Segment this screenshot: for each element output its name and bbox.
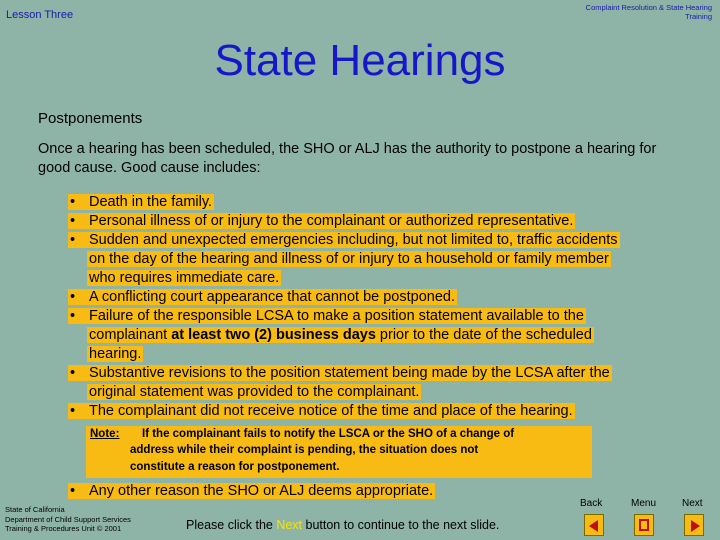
next-label: Next xyxy=(682,498,703,509)
next-keyword: Next xyxy=(276,518,303,532)
bullet-item xyxy=(68,364,612,402)
bullet-item xyxy=(68,231,620,288)
bullet-glyph: • xyxy=(70,365,76,381)
footer-org-line: State of California xyxy=(5,505,65,514)
bullet-item xyxy=(68,288,457,307)
bullet-item xyxy=(68,307,594,364)
note-line: If the complainant fails to notify the LSCA or the SHO of a change of xyxy=(142,428,515,440)
bullet-text-continued: original statement was provided to the complainant. xyxy=(89,384,420,400)
bullet-item xyxy=(68,193,214,212)
back-button[interactable] xyxy=(584,514,604,536)
back-label: Back xyxy=(580,498,603,509)
bullet-text: Substantive revisions to the position statement being made by the LCSA after the xyxy=(89,365,610,381)
bullet-item xyxy=(68,212,575,231)
note-label: Note: xyxy=(90,428,120,440)
bullet-item xyxy=(68,402,575,421)
bullet-glyph: • xyxy=(70,232,76,248)
note-line: constitute a reason for postponement. xyxy=(130,461,340,473)
bullet-glyph: • xyxy=(70,403,76,419)
bullet-text: Death in the family. xyxy=(89,194,213,210)
lesson-label: Lesson Three xyxy=(6,9,74,21)
bullet-text: Personal illness of or injury to the complainant or authorized representative. xyxy=(89,213,574,229)
bullet-glyph: • xyxy=(70,483,76,499)
course-title: Complaint Resolution & State Hearing Training xyxy=(585,3,712,21)
bullet-text: Sudden and unexpected emergencies including, but not limited to, traffic accidents xyxy=(89,232,618,248)
bullet-text-continued: who requires immediate care. xyxy=(89,270,280,286)
bullet-text: A conflicting court appearance that cannot be postponed. xyxy=(89,289,455,305)
bullet-glyph: • xyxy=(70,213,76,229)
bullet-glyph: • xyxy=(70,289,76,305)
bullet-text: Failure of the responsible LCSA to make a position statement available to the xyxy=(89,308,584,324)
menu-square-icon xyxy=(639,519,649,531)
back-arrow-icon xyxy=(589,520,598,532)
bullet-text-continued: hearing. xyxy=(89,346,142,362)
bullet-glyph: • xyxy=(70,308,76,324)
next-arrow-icon xyxy=(691,520,700,532)
bullet-text-emphasis: at least two (2) business days xyxy=(171,327,376,343)
section-heading: Postponements xyxy=(38,110,143,127)
footer-org-line: Department of Child Support Services xyxy=(5,514,131,524)
bullet-text-continued: prior to the date of the scheduled xyxy=(375,327,592,343)
menu-button[interactable] xyxy=(634,514,654,536)
bullet-text: Any other reason the SHO or ALJ deems appropriate. xyxy=(89,483,434,499)
bullet-text-continued: complainant xyxy=(89,327,172,343)
menu-label: Menu xyxy=(631,498,657,509)
note-line: address while their complaint is pending, the situation does not xyxy=(130,444,479,456)
footer-organization xyxy=(5,505,131,534)
footer-org-line: Training & Procedures Unit © 2001 xyxy=(5,524,122,533)
bullet-glyph: • xyxy=(70,194,76,210)
footer-instruction: Please click the Next button to continue to the next slide. xyxy=(186,518,500,532)
bullet-text-continued: on the day of the hearing and illness of or injury to a household or family member xyxy=(89,251,609,267)
bullet-item xyxy=(68,482,435,501)
bullet-text: The complainant did not receive notice of the time and place of the hearing. xyxy=(89,403,573,419)
note-box xyxy=(86,426,592,478)
next-button[interactable] xyxy=(684,514,704,536)
intro-paragraph: Once a hearing has been scheduled, the SHO or ALJ has the authority to postpone a hearing for good cause. Good cause includes: xyxy=(38,141,657,176)
slide-title: State Hearings xyxy=(214,36,506,85)
